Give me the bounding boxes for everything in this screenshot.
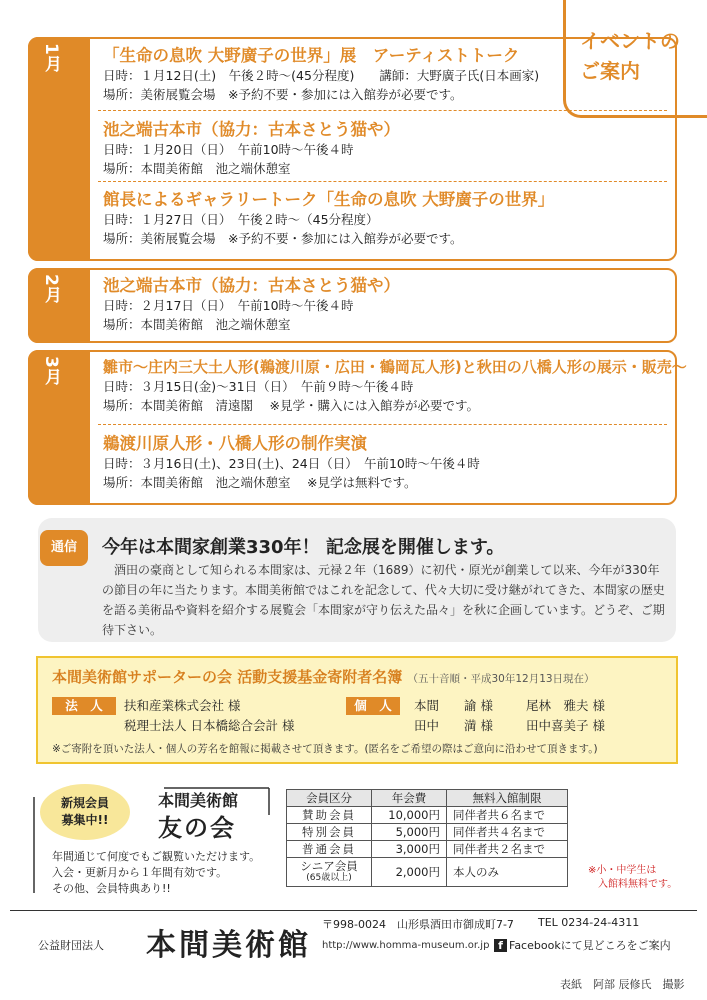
note-line: 入館料無料です。: [598, 879, 678, 890]
table-row: [287, 858, 568, 887]
badge-line2: 募集中!!: [61, 813, 109, 827]
month-tab-january: [28, 37, 90, 261]
event-item: [103, 116, 671, 178]
member-type: 特別会員: [287, 824, 372, 841]
table-row: [287, 824, 568, 841]
event-title: 「生命の息吹 大野廣子の世界」展 アーティストトーク: [103, 46, 520, 65]
event-date: 日時：３月16日(土)、23日(土)、24日（日） 午前10時〜午後４時: [103, 456, 480, 471]
facebook-icon: f: [494, 939, 507, 952]
individual-name: 田中 満 様: [414, 718, 493, 733]
event-title: 館長によるギャラリートーク「生命の息吹 大野廣子の世界」: [103, 190, 555, 209]
membership-fee-table: [286, 789, 568, 887]
event-item: [103, 430, 671, 492]
event-place: 場所：本間美術館 池之端休憩室: [103, 317, 291, 332]
annual-fee: 3,000円: [372, 841, 447, 858]
month-label: 3月: [41, 356, 61, 385]
corp-name: 扶和産業株式会社 様: [124, 698, 241, 713]
event-title: 池之端古本市（協力：古本さとう猫や）: [103, 120, 400, 139]
column-header: 会員区分: [287, 790, 372, 807]
footer-divider: [10, 910, 697, 911]
table-row: [287, 807, 568, 824]
events-heading-line1: イベントの: [580, 29, 680, 53]
friends-desc-line: その他、会員特典あり!!: [52, 882, 171, 895]
individual-name: 田中喜美子 様: [526, 718, 605, 733]
member-type: [287, 858, 372, 887]
event-place: 場所：美術展覧会場 ※予約不要・参加には入館券が必要です。: [103, 87, 463, 102]
event-place: 場所：本間美術館 池之端休憩室 ※見学は無料です。: [103, 475, 417, 490]
facebook-link[interactable]: [494, 937, 671, 953]
facebook-text: Facebookにて見どころをご案内: [509, 939, 671, 952]
friends-name: 本間美術館: [158, 791, 239, 810]
member-type-label: シニア会員: [300, 859, 358, 873]
event-date: 日時：２月17日（日） 午前10時〜午後４時: [103, 298, 354, 313]
event-item: [103, 356, 687, 415]
news-title: 今年は本間家創業330年！ 記念展を開催します。: [102, 537, 505, 558]
divider: [98, 424, 667, 425]
event-date: 日時：１月27日（日） 午後２時〜（45分程度）: [103, 212, 379, 227]
museum-logo: 本間美術館: [146, 928, 311, 963]
children-free-note: [588, 864, 677, 892]
annual-fee: 10,000円: [372, 807, 447, 824]
badge-line1: 新規会員: [60, 796, 109, 810]
individual-name: 本間 諭 様: [414, 698, 493, 713]
table-header-row: [287, 790, 568, 807]
month-label: 2月: [41, 274, 61, 303]
member-type: 賛助会員: [287, 807, 372, 824]
month-label: 1月: [41, 43, 61, 72]
photo-credit: 表紙 阿部 辰修氏 撮影: [560, 978, 685, 991]
annual-fee: 2,000円: [372, 858, 447, 887]
divider: [98, 181, 667, 182]
event-title: 雛市〜庄内三大土人形(鵜渡川原・広田・鶴岡瓦人形)と秋田の八橋人形の展示・販売〜: [103, 358, 687, 376]
friends-name-main: 友の会: [158, 814, 236, 842]
admission-limit: 同伴者共２名まで: [447, 841, 568, 858]
new-member-badge: [40, 784, 130, 840]
org-type: 公益財団法人: [38, 939, 104, 952]
month-tab-march: [28, 350, 90, 505]
supporters-title: [52, 666, 595, 687]
event-place: 場所：本間美術館 池之端休憩室: [103, 161, 291, 176]
corp-name: 税理士法人 日本橋総合会計 様: [124, 718, 295, 733]
annual-fee: 5,000円: [372, 824, 447, 841]
column-header: 年会費: [372, 790, 447, 807]
member-type-sub: (65歳以上): [306, 873, 352, 883]
individual-name: 尾林 雅夫 様: [526, 698, 605, 713]
event-item: [103, 186, 671, 248]
corp-label: 法 人: [52, 697, 116, 715]
phone: TEL 0234-24-4311: [538, 916, 640, 929]
event-place: 場所：美術展覧会場 ※予約不要・参加には入館券が必要です。: [103, 231, 463, 246]
event-item: [103, 272, 671, 334]
member-type: 普通会員: [287, 841, 372, 858]
supporters-title-main: 本間美術館サポーターの会 活動支援基金寄附者名簿: [52, 668, 403, 686]
admission-limit: 同伴者共６名まで: [447, 807, 568, 824]
event-place: 場所：本間美術館 清遠閣 ※見学・購入には入館券が必要です。: [103, 398, 479, 413]
friends-description: [52, 849, 260, 897]
address: 〒998-0024 山形県酒田市御成町7-7: [322, 918, 514, 931]
divider: [98, 110, 667, 111]
news-tab: 通信: [40, 530, 88, 566]
admission-limit: 同伴者共４名まで: [447, 824, 568, 841]
friends-desc-line: 入会・更新月から１年間有効です。: [52, 866, 228, 879]
supporters-subtitle: （五十音順・平成30年12月13日現在）: [407, 673, 595, 685]
event-title: 池之端古本市（協力：古本さとう猫や）: [103, 276, 400, 295]
table-row: [287, 841, 568, 858]
friends-desc-line: 年間通じて何度でもご観覧いただけます。: [52, 850, 261, 863]
event-date: 日時：１月20日（日） 午前10時〜午後４時: [103, 142, 354, 157]
note-line: ※小・中学生は: [588, 865, 657, 876]
event-date: 日時：１月12日(土) 午後２時〜(45分程度) 講師：大野廣子氏(日本画家): [103, 68, 540, 83]
admission-limit: 本人のみ: [447, 858, 568, 887]
event-title: 鵜渡川原人形・八橋人形の制作実演: [103, 434, 367, 453]
individual-label: 個 人: [346, 697, 400, 715]
news-body: 酒田の豪商として知られる本間家は、元禄２年（1689）に初代・原光が創業して以来、今年が330年の節目の年に当たります。本間美術館ではこれを記念して、代々大切に受け継がれてきた、本間家の歴史を語る美術品や資料を紹介する展覧会「本間家が守り伝えた品々」を秋に企画しています。どうぞ、ご期待下さい。: [102, 563, 665, 637]
events-heading-line2: ご案内: [580, 59, 640, 83]
month-tab-february: [28, 268, 90, 343]
event-item: [103, 42, 671, 104]
website-link[interactable]: http://www.homma-museum.or.jp: [322, 940, 490, 951]
column-header: 無料入館制限: [447, 790, 568, 807]
event-date: 日時：３月15日(金)〜31日（日） 午前９時〜午後４時: [103, 379, 414, 394]
supporters-note: ※ご寄附を頂いた法人・個人の芳名を館報に掲載させて頂きます。(匿名をご希望の際はご意向に沿わせて頂きます。): [52, 743, 598, 755]
